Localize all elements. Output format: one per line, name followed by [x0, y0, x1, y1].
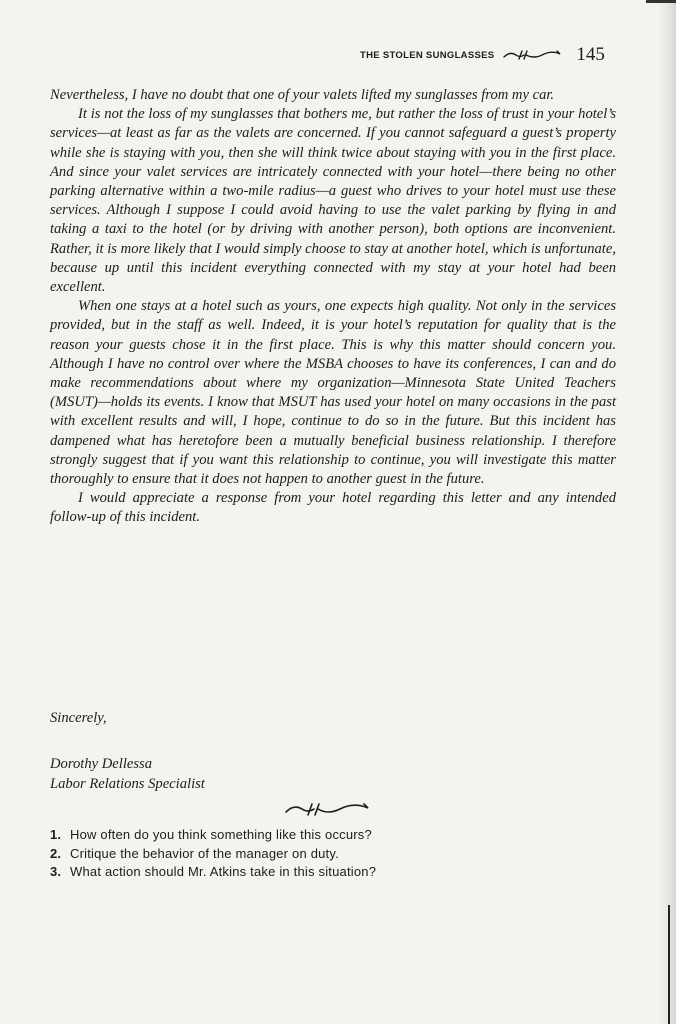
question-item: [50, 826, 610, 845]
question-item: [50, 845, 610, 864]
question-text: How often do you think something like this occurs?: [70, 827, 372, 842]
running-header: [360, 40, 620, 70]
letter-body: [50, 86, 616, 528]
paragraph: When one stays at a hotel such as yours, one expects high quality. Not only in the services provided, but in the staff as well. Indeed, it is your hotel’s reputation for quality that is the reason your guests chose it in the first place. This is why this matter should concern you. Although I have no control over where the MSBA chooses to have its conferences, I can and do make recommendations about where my organization—Minnesota State United Teachers (MSUT)—holds its events. I know that MSUT has used your hotel on many occasions in the past with excellent results and will, I hope, continue to do so in the future. But this incident has dampened what has heretofore been a mutually beneficial business relationship. I therefore strongly suggest that if you want this relationship to continue, you will investigate this matter thoroughly to ensure that it does not happen to another guest in the future.: [50, 298, 616, 488]
paragraph: Nevertheless, I have no doubt that one of your valets lifted my sunglasses from my car.: [50, 87, 555, 103]
section-divider-ornament-icon: [282, 800, 374, 825]
swash-ornament-icon: [502, 48, 564, 62]
running-head-title: THE STOLEN SUNGLASSES: [360, 49, 495, 61]
question-text: Critique the behavior of the manager on duty.: [70, 845, 339, 861]
binding-edge-line: [668, 905, 670, 1024]
letter-closing: Sincerely,: [50, 710, 107, 726]
paragraph: I would appreciate a response from your hotel regarding this letter and any intended follow-up of this incident.: [50, 490, 616, 526]
page-number: 145: [576, 44, 605, 65]
signer-title: Labor Relations Specialist: [50, 776, 205, 792]
question-text: What action should Mr. Atkins take in this situation?: [70, 864, 377, 879]
corner-mark: [646, 0, 676, 3]
signature-block: [50, 754, 205, 794]
question-number: 1.: [50, 827, 62, 842]
question-number: 3.: [50, 864, 62, 879]
signer-name: Dorothy Dellessa: [50, 756, 153, 772]
page-edge-shadow: [658, 0, 676, 1024]
discussion-questions: [50, 826, 610, 882]
paragraph: It is not the loss of my sunglasses that bothers me, but rather the loss of trust in your hotel’s services—at least as far as the valets are concerned. If you cannot safeguard a guest’s property while she is staying with you, then she will think twice about staying with you in the first place. And since your valet services are intricately connected with your hotel—there being no other parking alternative within a two-mile radius—a guest who drives to your hotel must use these services. Although I suppose I could avoid having to use the valet parking by flying in and taking a taxi to the hotel (or by driving with another person), both options are inconvenient. Rather, it is more likely that I would simply choose to stay at another hotel, which is unfortunate, because up until this incident everything connected with my stay at your hotel had been excellent.: [50, 106, 616, 296]
question-item: [50, 863, 610, 882]
question-number: 2.: [50, 845, 62, 861]
